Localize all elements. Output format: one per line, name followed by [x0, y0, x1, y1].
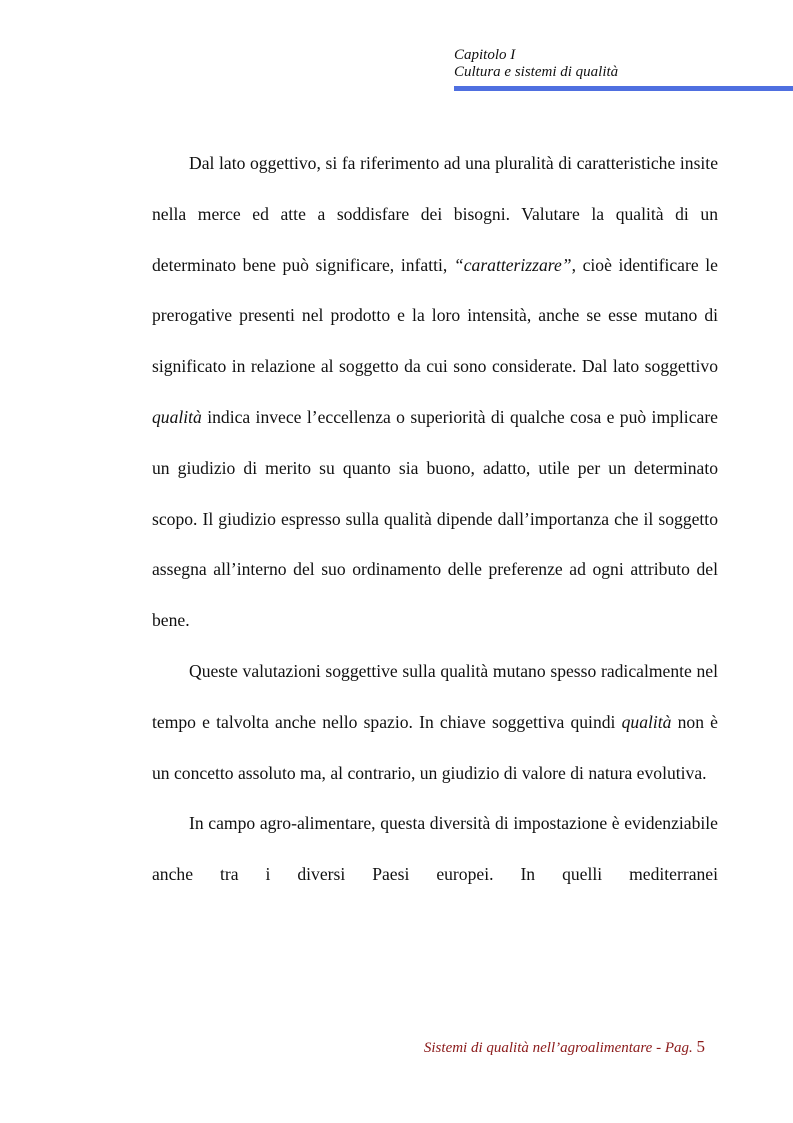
header-rule [454, 86, 793, 91]
body-text [152, 138, 718, 900]
paragraph-2-text: non è un concetto assoluto ma, al contrario, un giudizio di valore di natura evolutiva. [152, 711, 718, 783]
chapter-label: Capitolo I [454, 47, 516, 63]
paragraph-2 [152, 646, 718, 798]
footer-label: Sistemi di qualità nell’agroalimentare - Pag. [423, 1040, 693, 1056]
paragraph-1-text: Dal lato oggettivo, si fa riferimento ad una pluralità di caratteristiche insite nella merce ed atte a soddisfare dei bisogni. Valutare la qualità di un determinato bene può significare, infatti, [152, 153, 718, 275]
emphasis-qualita: qualità [152, 406, 202, 427]
emphasis-caratterizzare: “caratterizzare” [453, 254, 572, 275]
paragraph-3 [152, 798, 718, 900]
page-footer [424, 1037, 705, 1057]
running-header [454, 47, 793, 81]
paragraph-3-text: In campo agro-alimentare, questa diversità di impostazione è evidenziabile anche tra i diversi Paesi europei. In quelli mediterranei [152, 813, 718, 885]
paragraph-1-text: indica invece l’eccellenza o superiorità di qualche cosa e può implicare un giudizio di merito su quanto sia buono, adatto, utile per un determinato scopo. Il giudizio espresso sulla qualità dipende dall’importanza che il soggetto assegna all’interno del suo ordinamento delle preferenze ad ogni attributo del bene. [152, 406, 718, 631]
chapter-subtitle: Cultura e sistemi di qualità [454, 64, 619, 80]
paragraph-2-text: Queste valutazioni soggettive sulla qualità mutano spesso radicalmente nel tempo e talvolta anche nello spazio. In chiave soggettiva quindi [152, 660, 718, 732]
paragraph-1 [152, 138, 718, 646]
emphasis-qualita: qualità [621, 711, 672, 732]
paragraph-1-text: , cioè identificare le prerogative presenti nel prodotto e la loro intensità, anche se esse mutano di significato in relazione al soggetto da cui sono considerate. Dal lato soggettivo [152, 254, 718, 377]
page-number: 5 [696, 1037, 705, 1056]
